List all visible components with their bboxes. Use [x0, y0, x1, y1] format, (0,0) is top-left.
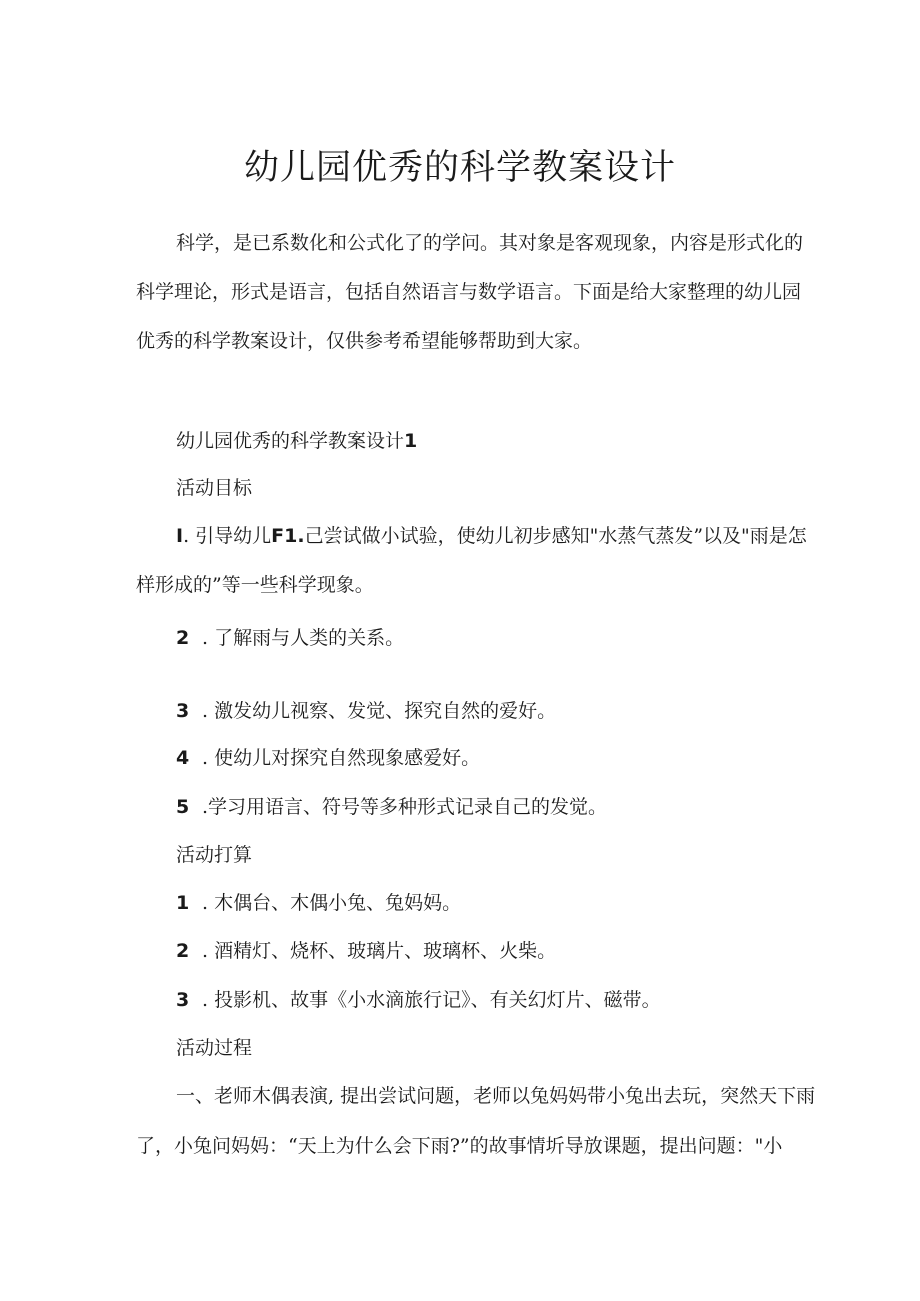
prep-2 — [176, 939, 788, 963]
prep-1-text: . 木偶台、木偶小兔、兔妈妈。 — [202, 892, 462, 914]
goal-5-text: .学习用语言、符号等多种形式记录自己的发觉。 — [202, 796, 608, 818]
prep-2-number: 2 — [176, 940, 190, 962]
goal-2 — [176, 626, 788, 650]
goal-1-line-1 — [176, 524, 807, 548]
section-title-number: 1 — [404, 430, 418, 452]
goal-1-text-c: 己尝试做小试验，使幼儿初步感知"水蒸气蒸发”以及"雨是怎 — [304, 525, 807, 547]
section-title — [176, 429, 788, 453]
prep-1 — [176, 891, 788, 915]
intro-line-3: 优秀的科学教案设计，仅供参考希望能够帮助到大家。 — [136, 330, 593, 352]
goal-2-text: . 了解雨与人类的关系。 — [202, 627, 405, 649]
intro-line-2: 科学理论，形式是语言，包括自然语言与数学语言。下面是给大家整理的幼儿园 — [136, 281, 802, 303]
prep-heading: 活动打算 — [176, 844, 253, 866]
goal-1-number: I — [176, 525, 184, 547]
goal-3-text: . 激发幼儿视察、发觉、探究自然的爱好。 — [202, 700, 557, 722]
prep-3-number: 3 — [176, 989, 190, 1011]
goal-4-text: . 使幼儿对探究自然现象感爱好。 — [202, 747, 481, 769]
section-title-text: 幼儿园优秀的科学教案设计 — [176, 430, 405, 452]
goal-1-text-b: F1. — [271, 525, 305, 547]
prep-1-number: 1 — [176, 892, 190, 914]
goal-1-line-2: 样形成的”等一些科学现象。 — [136, 574, 374, 596]
process-heading: 活动过程 — [176, 1037, 253, 1059]
prep-3-text: . 投影机、故事《小水滴旅行记》、有关幻灯片、磁带。 — [202, 989, 661, 1011]
goal-3-number: 3 — [176, 700, 190, 722]
goal-3 — [176, 699, 788, 723]
goal-1-text-a: . 引导幼儿 — [183, 525, 272, 547]
goal-2-number: 2 — [176, 627, 190, 649]
process-1-line-2: 了，小兔问妈妈：“天上为什么会下雨?”的故事情圻导放课题，提出问题："小 — [136, 1135, 783, 1157]
document-title: 幼儿园优秀的科学教案设计 — [243, 148, 676, 188]
goal-4-number: 4 — [176, 747, 190, 769]
prep-3 — [176, 988, 788, 1012]
prep-2-text: . 酒精灯、烧杯、玻璃片、玻璃杯、火柴。 — [202, 940, 557, 962]
goal-4 — [176, 746, 788, 770]
goal-5 — [176, 795, 788, 819]
goal-5-number: 5 — [176, 796, 190, 818]
process-1-line-1: 一、老师木偶表演, 提出尝试问题，老师以兔妈妈带小兔出去玩，突然天下雨 — [176, 1085, 816, 1107]
goals-heading: 活动目标 — [176, 477, 253, 499]
intro-line-1: 科学，是已系数化和公式化了的学问。其对象是客观现象，内容是形式化的 — [176, 232, 804, 254]
